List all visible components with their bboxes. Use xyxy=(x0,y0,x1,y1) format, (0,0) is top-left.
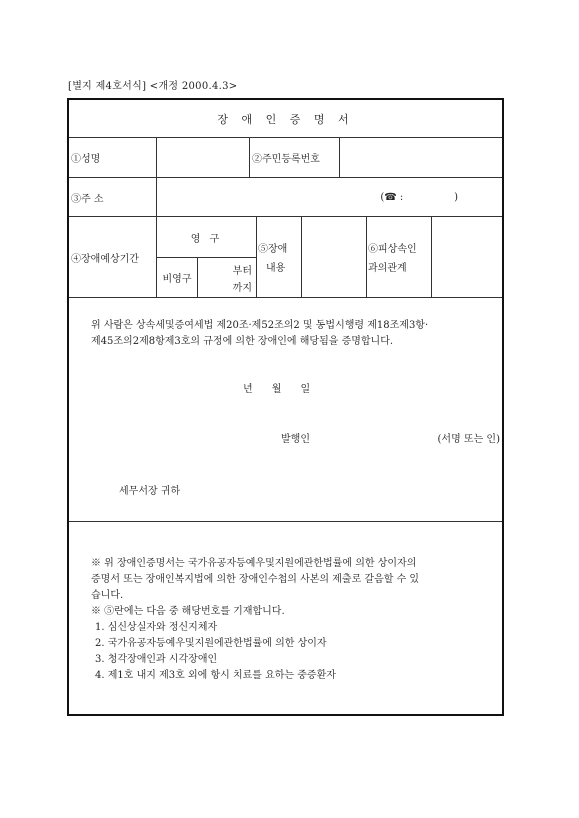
non-permanent-option[interactable]: 비영구 xyxy=(162,273,192,285)
rrn-field[interactable] xyxy=(339,138,502,177)
form-number-note: [별지 제4호서식] <개정 2000.4.3> xyxy=(68,81,238,92)
address-label: ③주 소 xyxy=(71,193,104,205)
relation-label xyxy=(366,217,431,297)
note-line-1: ※ 위 장애인증명서는 국가유공자등예우및지원에관한법률에 의한 상이자의 xyxy=(91,558,417,569)
note-item: 4. 제1호 내지 제3호 외에 항시 치료를 요하는 중증환자 xyxy=(95,670,336,681)
until-label: 까지 xyxy=(232,283,252,294)
name-label: ①성명 xyxy=(71,154,101,165)
note-item: 1. 심신상실자와 정신지체자 xyxy=(95,622,218,633)
issuer-label: 발행인 xyxy=(281,434,310,445)
period-row xyxy=(69,217,502,298)
relation-field[interactable] xyxy=(431,217,502,297)
note-line-3: 습니다. xyxy=(91,590,124,601)
disability-field[interactable] xyxy=(301,217,366,297)
disability-certificate-form xyxy=(67,98,504,716)
name-row xyxy=(69,138,502,178)
disability-label-line2: 내용 xyxy=(266,263,286,274)
permanent-option[interactable]: 영 구 xyxy=(157,217,256,258)
relation-label-line1: ⑥피상속인 xyxy=(368,244,417,255)
note-line-4: ※ ⑤란에는 다음 중 해당번호를 기재합니다. xyxy=(91,606,285,617)
relation-label-line2: 과의관계 xyxy=(368,263,407,274)
phone-label: (☎ : ) xyxy=(380,191,458,203)
period-sub-table xyxy=(156,217,256,297)
title-row xyxy=(69,100,502,138)
rrn-label: ②주민등록번호 xyxy=(249,138,339,177)
disability-label xyxy=(256,217,301,297)
date-range-field[interactable] xyxy=(197,257,256,297)
certification-section xyxy=(69,298,502,522)
certify-line-1: 위 사람은 상속세및증여세법 제20조·제52조의2 및 동법시행령 제18조제3항· xyxy=(91,320,429,331)
address-row xyxy=(69,178,502,217)
from-label: 부터 xyxy=(232,266,252,277)
certify-line-2: 제45조의2제8항제3호의 규정에 의한 장애인에 해당됨을 증명합니다. xyxy=(91,336,394,347)
recipient-label: 세무서장 귀하 xyxy=(119,486,181,497)
address-field[interactable] xyxy=(156,178,502,216)
name-field[interactable] xyxy=(156,138,249,177)
note-item: 2. 국가유공자등예우및지원에관한법률에 의한 상이자 xyxy=(95,638,327,649)
note-item: 3. 청각장애인과 시각장애인 xyxy=(95,654,218,665)
signature-label: (서명 또는 인) xyxy=(437,434,500,445)
period-label: ④장애예상기간 xyxy=(71,253,139,265)
issue-date: 년 월 일 xyxy=(243,384,311,395)
disability-label-line1: ⑤장애 xyxy=(258,244,288,255)
note-line-2: 증명서 또는 장애인복지법에 의한 장애인수첩의 사본의 제출로 갈음할 수 있 xyxy=(91,574,420,585)
form-title: 장 애 인 증 명 서 xyxy=(217,112,354,126)
